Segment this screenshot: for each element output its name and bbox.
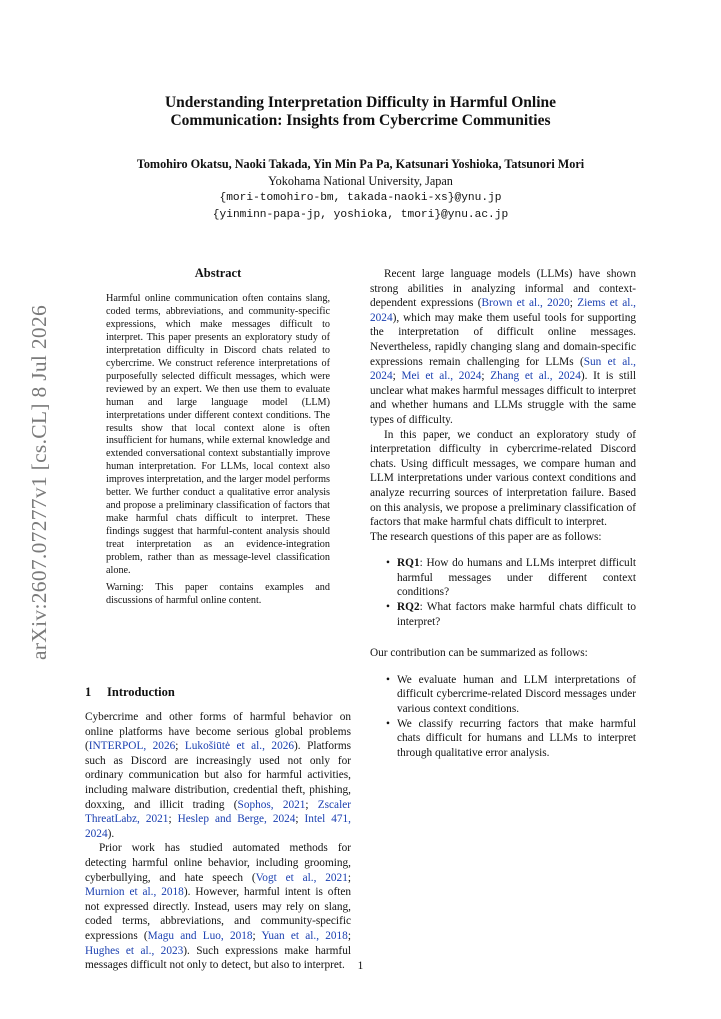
- citation-link[interactable]: Mei et al., 2024: [401, 370, 482, 383]
- intro-paragraph-4: In this paper, we conduct an exploratory study of interpretation difficulty in cybercrime-related Discord chats. Using difficult messages, we compare human and LLM interpretations under various context conditions and analyze recurring sources of interpretation failure. Based on this analysis, we propose a preliminary classification of factors that make harmful chats difficult to interpret.: [370, 428, 636, 529]
- intro-paragraph-1: Cybercrime and other forms of harmful behavior on online platforms have become serious global problems (INTERPOL, 2026; Lukošiūtė et al., 2026). Platforms such as Discord are increasingly used not only for ordinary communication but also for harmful activities, including malware distribution, credential theft, phishing, doxxing, and illicit trading (Sophos, 2021; Zscaler ThreatLabz, 2021; Heslep and Berge, 2024; Intel 471, 2024).: [85, 711, 352, 840]
- paper-title: [60, 94, 661, 130]
- citation-link[interactable]: Sophos, 2021: [237, 798, 306, 811]
- intro-paragraph-3: Recent large language models (LLMs) have shown strong abilities in analyzing informal and context-dependent expressions (Brown et al., 2020; Ziems et al., 2024), which may make them useful tools for supporting the interpretation of difficult online messages. Nevertheless, rapidly changing slang and domain-specific expressions remain challenging for LLMs (Sun et al., 2024; Mei et al., 2024; Zhang et al., 2024). It is still unclear what makes harmful messages difficult to interpret and whether humans and LLMs struggle with the same types of difficulty.: [370, 268, 637, 426]
- email-line-2: {yinminn-papa-jp, yoshioka, tmori}@ynu.ac.jp: [212, 209, 509, 221]
- bullet-icon: •: [386, 557, 390, 570]
- section-heading-introduction: [85, 685, 175, 700]
- arxiv-identifier: arXiv:2607.07277v1 [cs.CL] 8 Jul 2026: [27, 304, 51, 660]
- abstract-body: [106, 293, 330, 608]
- citation-link[interactable]: Yuan et al., 2018: [261, 929, 348, 942]
- citation-link[interactable]: Zhang et al., 2024: [490, 370, 581, 383]
- title-line-2: Communication: Insights from Cybercrime Communities: [170, 112, 551, 129]
- citation-link[interactable]: Hughes et al., 2023: [85, 944, 184, 957]
- citation-link[interactable]: Heslep and Berge, 2024: [177, 813, 296, 826]
- citation-link[interactable]: Zscaler ThreatLabz, 2021: [85, 798, 351, 826]
- left-column-body: [85, 710, 351, 973]
- title-line-1: Understanding Interpretation Difficulty in Harmful Online: [164, 94, 557, 111]
- intro-paragraph-2-start: Prior work has studied automated methods for detecting harmful online behavior, including grooming, cyberbullying, and hate speech (Vogt et al., 2021; Murnion et al., 2018). However, harmful intent is often not expressed directly. Instead, users may rely on slang, coded terms, abbreviations, and community-specific expressions (Magu and Luo, 2018; Yuan et al., 2018; Hughes et al., 2023). Such expressions make harmful messages difficult not only to detect, but also to interpret.: [85, 842, 352, 972]
- abstract-heading: Abstract: [194, 266, 242, 280]
- section-title: Introduction: [107, 685, 175, 699]
- abstract-warning: Warning: This paper contains examples and discussions of harmful online content.: [106, 581, 330, 606]
- list-item: • We classify recurring factors that make harmful chats difficult for humans and LLMs to interpret through qualitative error analysis.: [386, 717, 636, 759]
- bullet-icon: •: [386, 673, 390, 686]
- research-questions-intro: The research questions of this paper are as follows:: [370, 530, 602, 543]
- bullet-icon: •: [386, 717, 390, 730]
- list-item: • RQ2: What factors make harmful chats difficult to interpret?: [386, 601, 636, 628]
- right-column-body: [370, 267, 636, 760]
- list-item: • RQ1: How do humans and LLMs interpret difficult harmful messages under different context conditions?: [386, 557, 636, 599]
- citation-link[interactable]: Brown et al., 2020: [481, 297, 570, 310]
- section-number: 1: [85, 685, 92, 699]
- contribution-list: [370, 673, 636, 761]
- email-line-1: {mori-tomohiro-bm, takada-naoki-xs}@ynu.jp: [219, 192, 502, 204]
- citation-link[interactable]: Vogt et al., 2021: [255, 871, 348, 884]
- research-question-list: [370, 556, 636, 629]
- citation-link[interactable]: INTERPOL, 2026: [88, 740, 176, 753]
- citation-link[interactable]: Sun et al., 2024: [370, 355, 636, 383]
- list-item: • We evaluate human and LLM interpretations of difficult cybercrime-related Discord messages under various context conditions.: [386, 673, 636, 716]
- affiliation: Yokohama National University, Japan: [268, 174, 453, 188]
- contributions-intro: Our contribution can be summarized as follows:: [370, 647, 588, 660]
- citation-link[interactable]: Intel 471, 2024: [85, 813, 352, 840]
- citation-link[interactable]: Ziems et al., 2024: [370, 297, 637, 324]
- citation-link[interactable]: Murnion et al., 2018: [85, 886, 184, 899]
- bullet-icon: •: [386, 601, 390, 614]
- page-number: 1: [357, 960, 364, 972]
- abstract-text: Harmful online communication often contains slang, coded terms, abbreviations, and community-specific expressions, which make messages difficult to interpret. This paper presents an exploratory study of interpretation difficulty in Discord chats related to cybercrime. We construct reference interpretations of purposefully selected difficult messages, which were reviewed by an expert. We then use them to evaluate human and large language model (LLM) interpretations under different context conditions. The results show that local context alone is often insufficient for humans, while external knowledge and extended conversational context substantially improve human interpretation. For LLMs, local context also improves interpretation, and the larger model performs better. We further conduct a qualitative error analysis and propose a preliminary classification of factors that make harmful chats difficult to interpret. These findings suggest that harmful-content analysis should treat interpretation as an evidence-integration problem, rather than as message-level classification alone.: [106, 293, 330, 577]
- citation-link[interactable]: Magu and Luo, 2018: [147, 929, 253, 942]
- citation-link[interactable]: Lukošiūtė et al., 2026: [184, 740, 295, 753]
- author-list: Tomohiro Okatsu, Naoki Takada, Yin Min Pa Pa, Katsunari Yoshioka, Tatsunori Mori: [136, 157, 585, 171]
